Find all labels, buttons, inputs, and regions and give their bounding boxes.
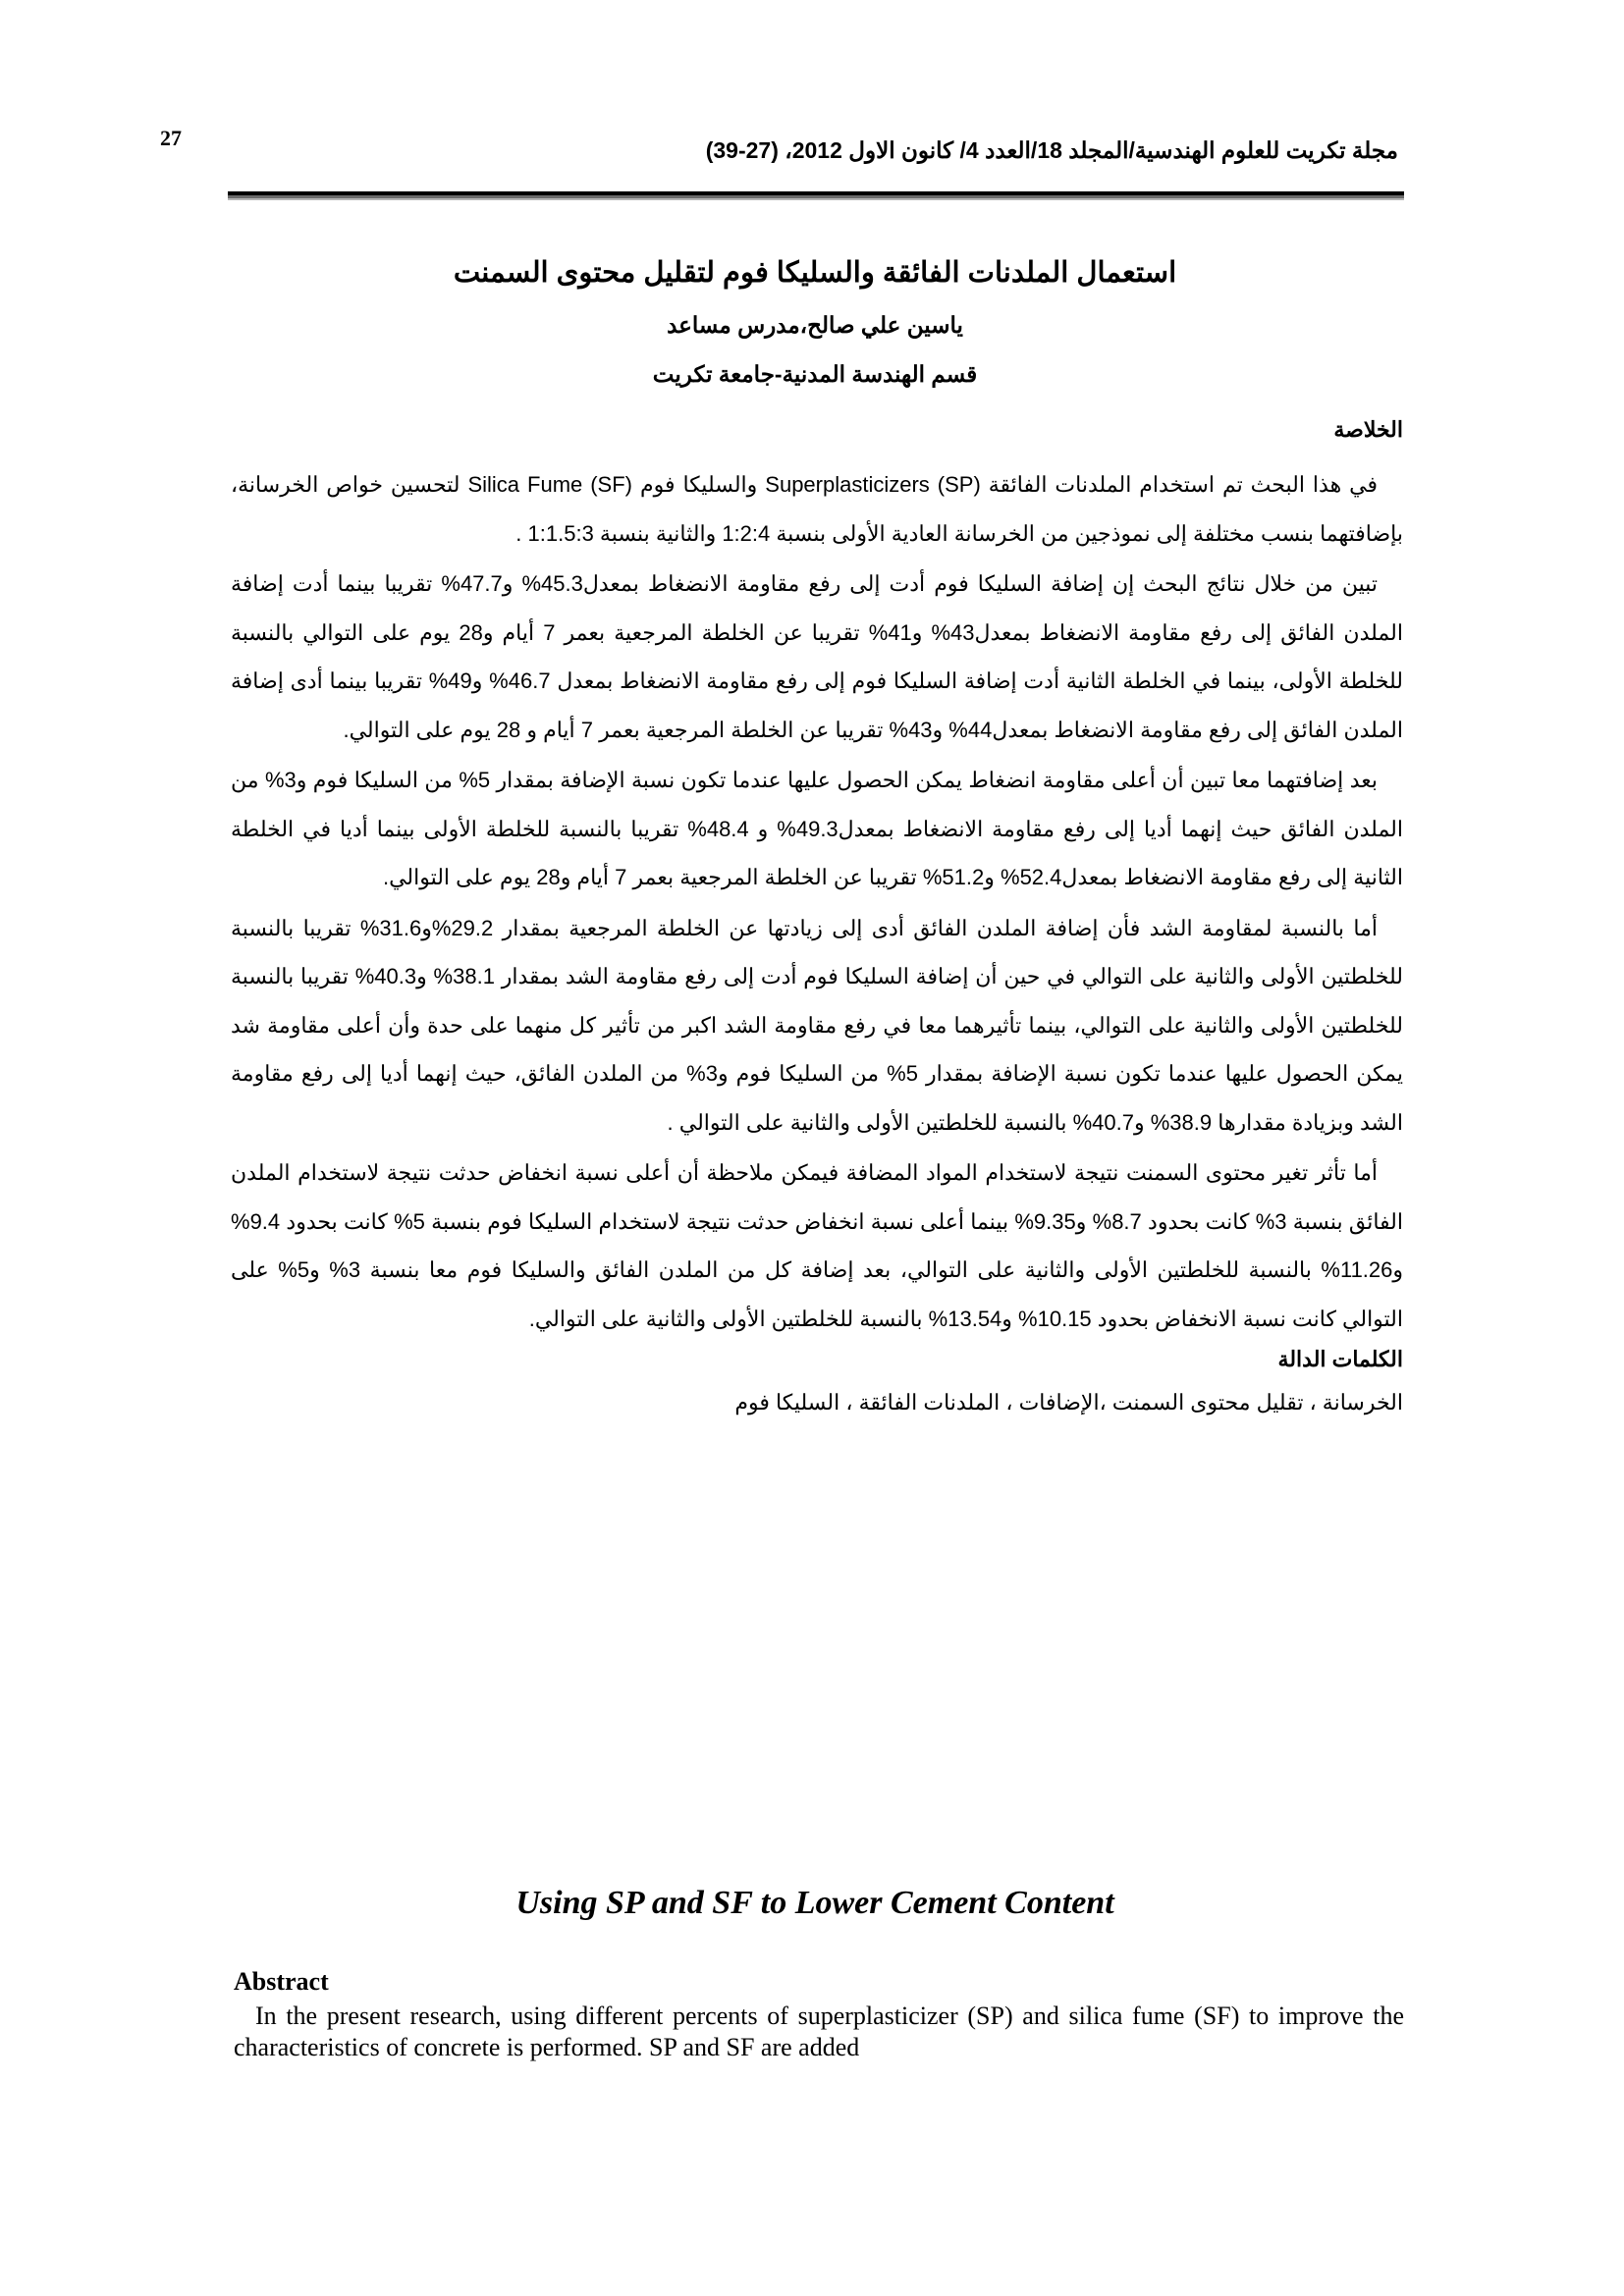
title-block (226, 245, 1404, 399)
abstract-paragraph: في هذا البحث تم استخدام الملدنات الفائقة Superplasticizers (SP) والسليكا فوم Silica Fume (SF) لتحسين خواص الخرسانة، بإضافتهما بنسب مختلفة إلى نموذجين من الخرسانة العادية الأولى بنسبة 1:2:4 والثانية بنسبة 1:1.5:3 . (231, 472, 1403, 546)
abstract-arabic (231, 417, 1403, 1415)
paper-title-arabic: استعمال الملدنات الفائقة والسليكا فوم لتقليل محتوى السمنت (453, 257, 1177, 289)
header-rule (228, 191, 1404, 200)
keywords-heading: الكلمات الدالة (1277, 1347, 1403, 1371)
abstract-paragraph: أما بالنسبة لمقاومة الشد فأن إضافة الملدن الفائق أدى إلى زيادتها عن الخلطة المرجعية بمقدار 29.2%و31.6% تقريبا بالنسبة للخلطتين الأولى والثانية على التوالي في حين أن إضافة السليكا فوم أدت إلى رفع مقاومة الشد بمقدار 38.1% و40.3% تقريبا بالنسبة للخلطتين الأولى والثانية على التوالي، بينما تأثيرهما معا في رفع مقاومة الشد اكبر من تأثير كل منهما على حدة وأن أعلى مقاومة شد يمكن الحصول عليها عندما تكون نسبة الإضافة بمقدار 5% من السليكا فوم و3% من الملدن الفائق، حيث إنهما أديا إلى رفع مقاومة الشد وبزيادة مقدارها 38.9% و40.7% بالنسبة للخلطتين الأولى والثانية على التوالي . (231, 915, 1403, 1135)
header-rule-light (228, 198, 1404, 200)
running-header: مجلة تكريت للعلوم الهندسية/المجلد 18/العدد 4/ كانون الاول 2012، (27-39) (705, 137, 1398, 163)
affiliation-arabic: قسم الهندسة المدنية-جامعة تكريت (652, 361, 978, 387)
author-arabic: ياسين علي صالح،مدرس مساعد (667, 312, 963, 338)
abstract-paragraph: أما تأثر تغير محتوى السمنت نتيجة لاستخدام المواد المضافة فيمكن ملاحظة أن أعلى نسبة انخفاض حدثت نتيجة لاستخدام الملدن الفائق بنسبة 3% كانت بحدود 8.7% و9.35% بينما أعلى نسبة انخفاض حدثت نتيجة لاستخدام السليكا فوم بنسبة 5% كانت بحدود 9.4% و11.26% بالنسبة للخلطتين الأولى والثانية على التوالي، بعد إضافة كل من الملدن الفائق والسليكا فوم معا بنسبة 3% و5% على التوالي كانت نسبة الانخفاض بحدود 10.15% و13.54% بالنسبة للخلطتين الأولى والثانية على التوالي. (231, 1160, 1404, 1331)
keywords-list: الخرسانة ، تقليل محتوى السمنت ،الإضافات ، الملدنات الفائقة ، السليكا فوم (734, 1390, 1403, 1415)
abstract-heading-english: Abstract (234, 1967, 329, 1996)
abstract-english-text: In the present research, using different percents of superplasticizer (SP) and silica fume (SF) to improve the characteristics of concrete is performed. SP and SF are added (234, 2002, 1404, 2061)
paper-title-english: Using SP and SF to Lower Cement Content (515, 1885, 1114, 1921)
page-number: 27 (160, 126, 182, 150)
abstract-english (234, 1967, 1404, 2063)
abstract-heading-arabic: الخلاصة (1333, 417, 1403, 442)
abstract-paragraph: تبين من خلال نتائج البحث إن إضافة السليكا فوم أدت إلى رفع مقاومة الانضغاط بمعدل45.3% و47.7% تقريبا بينما أدت إضافة الملدن الفائق إلى رفع مقاومة الانضغاط بمعدل43% و41% تقريبا عن الخلطة المرجعية بعمر 7 أيام و28 يوم على التوالي بالنسبة للخلطة الأولى، بينما في الخلطة الثانية أدت إضافة السليكا فوم إلى رفع مقاومة الانضغاط بمعدل 46.7% و49% تقريبا بينما أدى إضافة الملدن الفائق إلى رفع مقاومة الانضغاط بمعدل44% و43% تقريبا عن الخلطة المرجعية بعمر 7 أيام و 28 يوم على التوالي. (231, 571, 1403, 742)
abstract-paragraph: بعد إضافتهما معا تبين أن أعلى مقاومة انضغاط يمكن الحصول عليها عندما تكون نسبة الإضافة بمقدار 5% من السليكا فوم و3% من الملدن الفائق حيث إنهما أديا إلى رفع مقاومة الانضغاط بمعدل49.3% و 48.4% تقريبا بالنسبة للخلطة الأولى بينما أديا في الخلطة الثانية إلى رفع مقاومة الانضغاط بمعدل52.4% و51.2% تقريبا عن الخلطة المرجعية بعمر 7 أيام و28 يوم على التوالي. (231, 768, 1403, 889)
